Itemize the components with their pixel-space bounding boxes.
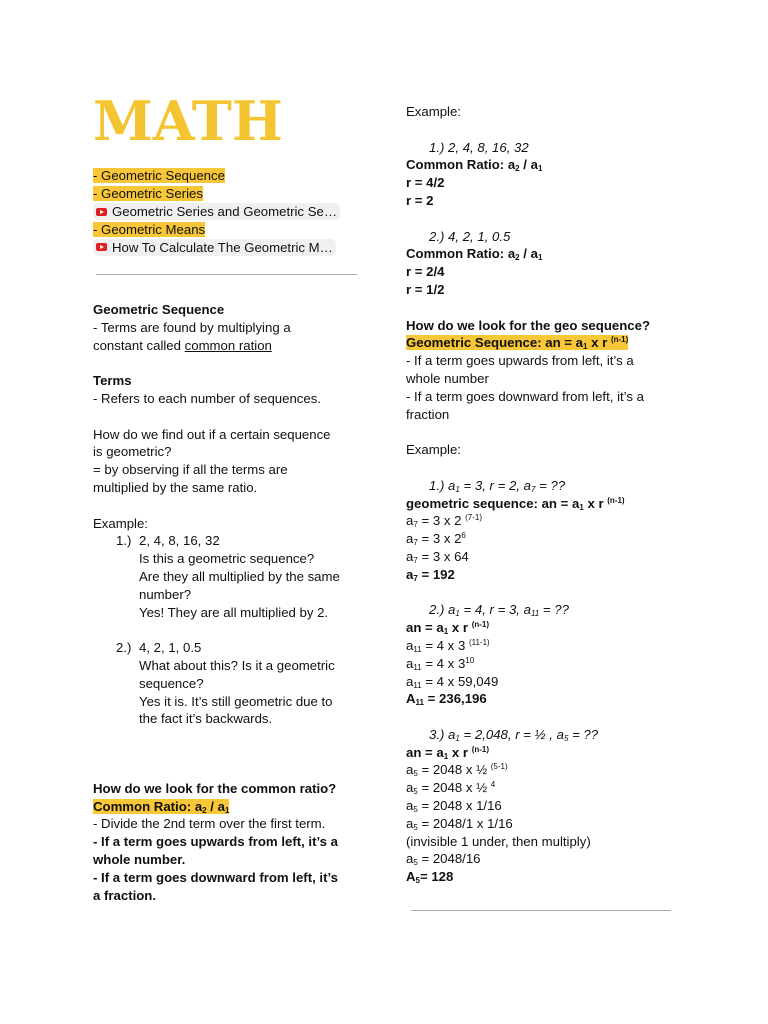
example-label: Example: (406, 442, 461, 458)
problem-3-step: $a_5 = 2048/1$ x 1/16 (406, 815, 513, 832)
section-divider (96, 274, 357, 275)
rule-line: whole number (406, 370, 489, 386)
left-column (93, 167, 368, 256)
answer-line: multiplied by the same ratio. (93, 479, 258, 495)
problem-3-formula: an = $a_1$ x r $^{(n-1)}$ (406, 744, 490, 761)
toc-link-geometric-means[interactable]: - Geometric Means (93, 221, 206, 237)
video-chip-geometric-mean[interactable]: How To Calculate The Geometric M… (93, 239, 336, 256)
ratio-step: r = 4/2 (406, 175, 445, 191)
problem-3-step: $a_5 = 2048/16$ (406, 851, 481, 868)
example-text: sequence? (139, 675, 204, 691)
example-text: Is this a geometric sequence? (139, 551, 315, 567)
video-chip-geometric-series[interactable]: Geometric Series and Geometric Se… (93, 203, 340, 220)
page-title: MATH (93, 89, 283, 153)
problem-2-step: $a_{11} = 4$ x $3^{10}$ (406, 655, 475, 672)
geo-sequence-heading: How do we look for the geo sequence? (406, 317, 650, 333)
problem-3-step: $a_5 = 2048$ x 1/16 (406, 798, 502, 815)
common-ratio-formula: Common Ratio: $a_2 / a_1$ (406, 246, 543, 263)
gs-desc-line: - Terms are found by multiplying a (93, 319, 291, 335)
example-item-1: 1.) 2, 4, 8, 16, 32 (429, 139, 529, 155)
example-text: Are they all multiplied by the same (139, 568, 340, 584)
geo-sequence-formula: Geometric Sequence: an = $a_1$ x r $^{(n-1)}$ (406, 335, 629, 352)
rule-line: - If a term goes downward from left, it’s (93, 869, 338, 885)
toc-link-geometric-series[interactable]: - Geometric Series (93, 185, 203, 201)
rule-line: fraction (406, 406, 450, 422)
problem-1-heading: 1.) $a_1 = 3$, r = 2, $a_7$ = ?? (429, 477, 566, 494)
problem-3-note: (invisible 1 under, then multiply) (406, 833, 591, 849)
problem-2-step: $a_{11} = 4$ x 59,049 (406, 673, 499, 690)
rule-line: - If a term goes downward from left, it’s a (406, 388, 644, 404)
terms-heading: Terms (93, 373, 132, 389)
problem-3-step: $a_5 = 2048$ x ½ $^4$ (406, 780, 496, 797)
example-label: Example: (93, 515, 148, 531)
youtube-icon (96, 243, 107, 251)
example-item-1: 1.) 2, 4, 8, 16, 32 (116, 533, 220, 549)
common-ratio-formula: Common Ratio: $a_2 / a_1$ (93, 798, 230, 815)
rule-line: whole number. (93, 851, 186, 867)
example-text: What about this? Is it a geometric (139, 657, 335, 673)
problem-1-answer: $a_7 = 192$ (406, 566, 455, 583)
rule-line: - If a term goes upwards from left, it’s a (406, 353, 634, 369)
problem-1-step: $a_7 = 3$ x 2 $^{(7-1)}$ (406, 513, 482, 530)
problem-2-heading: 2.) $a_1 = 4$, r = 3, $a_{11}$ = ?? (429, 602, 569, 619)
common-ratio-formula: Common Ratio: $a_2 / a_1$ (406, 157, 543, 174)
example-text: number? (139, 586, 192, 602)
problem-3-step: $a_5 = 2048$ x ½ $^{(5-1)}$ (406, 762, 508, 779)
gs-desc-line: constant called common ration (93, 337, 272, 353)
answer-line: = by observing if all the terms are (93, 462, 288, 478)
example-text: the fact it’s backwards. (139, 711, 273, 727)
common-ration-term: common ration (184, 337, 272, 353)
ratio-step: r = 2/4 (406, 264, 445, 280)
terms-desc: - Refers to each number of sequences. (93, 390, 321, 406)
left-content (93, 301, 368, 904)
problem-2-answer: $A_{11} = 236,196$ (406, 691, 487, 708)
problem-3-heading: 3.) $a_1 = 2,048$, r = ½ , $a_5$ = ?? (429, 726, 599, 743)
rule-line: a fraction. (93, 887, 157, 903)
example-text: Yes it is. It’s still geometric due to (139, 693, 333, 709)
problem-2-step: $a_{11} = 4$ x 3 $^{(11-1)}$ (406, 637, 490, 654)
rule-line: - If a term goes upwards from left, it’s a (93, 834, 338, 850)
common-ratio-heading: How do we look for the common ratio? (93, 780, 337, 796)
ratio-result: r = 2 (406, 192, 434, 208)
problem-3-answer: $A_5= 128$ (406, 869, 454, 886)
toc-link-geometric-sequence[interactable]: - Geometric Sequence (93, 168, 225, 183)
question-line: How do we find out if a certain sequence (93, 426, 331, 442)
youtube-icon (96, 208, 107, 216)
section-divider (411, 910, 671, 911)
example-label: Example: (406, 104, 461, 119)
problem-1-formula: geometric sequence: an = $a_1$ x r $^{(n-1)}$ (406, 495, 625, 512)
example-item-2: 2.) 4, 2, 1, 0.5 (116, 640, 202, 656)
right-column (406, 103, 696, 886)
problem-1-step: $a_7 = 3$ x $2^6$ (406, 531, 466, 548)
example-text: Yes! They are all multiplied by 2. (139, 604, 329, 620)
example-item-2: 2.) 4, 2, 1, 0.5 (429, 228, 511, 244)
problem-2-formula: an = $a_1$ x r $^{(n-1)}$ (406, 620, 490, 637)
question-line: is geometric? (93, 444, 172, 460)
geometric-sequence-heading: Geometric Sequence (93, 302, 225, 317)
rule-line: - Divide the 2nd term over the first term. (93, 816, 326, 832)
problem-1-step: $a_7 = 3$ x 64 (406, 548, 469, 565)
ratio-result: r = 1/2 (406, 281, 445, 297)
